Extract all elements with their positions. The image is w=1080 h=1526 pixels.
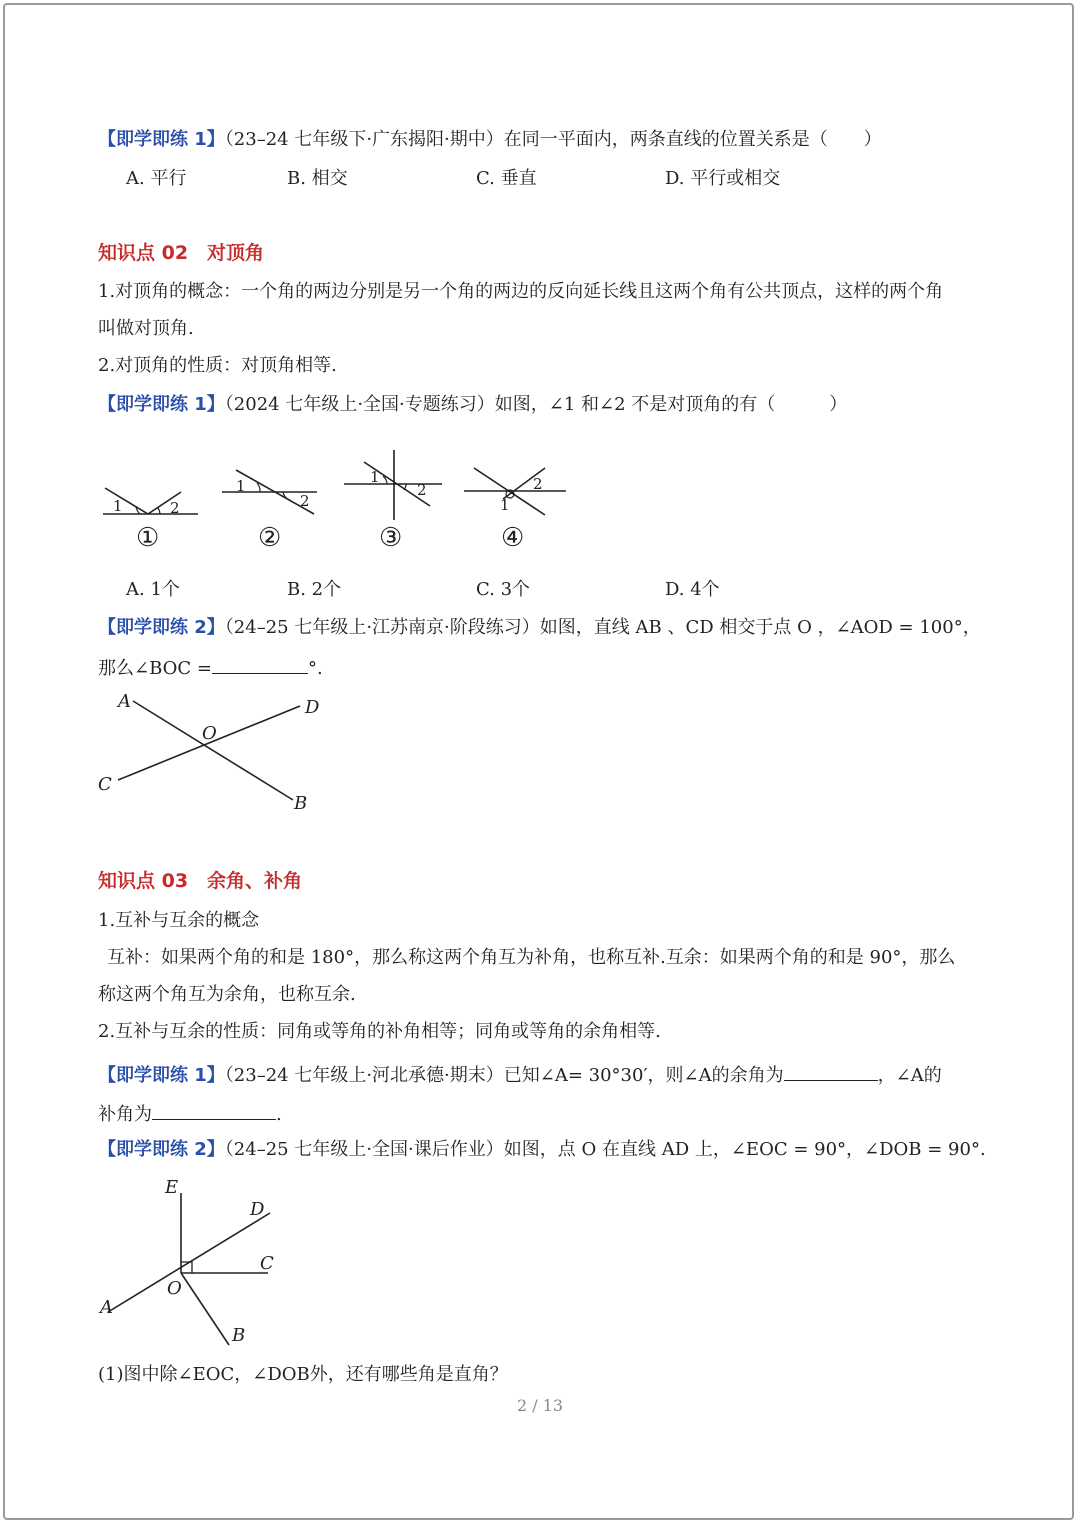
fig3-label-2: 2 bbox=[417, 481, 427, 499]
body-text: 称这两个角互为余角，也称互余. bbox=[98, 984, 356, 1005]
fig2-caption: ② bbox=[258, 523, 282, 553]
fig3-label-1: 1 bbox=[370, 468, 380, 486]
fig3-caption: ③ bbox=[379, 523, 403, 553]
option-a: A. 平行 bbox=[126, 168, 187, 189]
option-d: D. 平行或相交 bbox=[665, 168, 781, 189]
option-b: B. 2个 bbox=[287, 579, 342, 600]
fig1-label-1: 1 bbox=[113, 497, 123, 515]
fig2-label-1: 1 bbox=[236, 477, 246, 495]
point-e: E bbox=[165, 1177, 179, 1198]
page-number: 2 / 13 bbox=[516, 1396, 564, 1415]
section-title: 知识点 02 对顶角 bbox=[98, 242, 265, 264]
text-prefix: 那么∠BOC = bbox=[98, 658, 212, 679]
section-title: 知识点 03 余角、补角 bbox=[98, 870, 303, 892]
body-text: 2.互补与互余的性质：同角或等角的补角相等；同角或等角的余角相等. bbox=[98, 1021, 661, 1042]
sub-question: (1)图中除∠EOC，∠DOB外，还有哪些角是直角？ bbox=[98, 1364, 508, 1385]
fig4-label-1: 1 bbox=[500, 496, 510, 514]
body-text: 2.对顶角的性质：对顶角相等. bbox=[98, 355, 337, 376]
option-c: C. 垂直 bbox=[476, 168, 537, 189]
body-text: 1.对顶角的概念：一个角的两边分别是另一个角的两边的反向延长线且这两个角有公共顶点，这样的两个角 bbox=[98, 281, 944, 302]
exercise-tag: 【即学即练 1】 bbox=[98, 394, 225, 415]
exercise-tag: 【即学即练 2】 bbox=[98, 617, 225, 638]
option-c: C. 3个 bbox=[476, 579, 531, 600]
point-o: O bbox=[202, 723, 217, 744]
body-text: 叫做对顶角. bbox=[98, 318, 194, 339]
fig2-label-2: 2 bbox=[300, 492, 310, 510]
option-a: A. 1个 bbox=[126, 579, 180, 600]
body-text: 1.互补与互余的概念 bbox=[98, 910, 260, 931]
point-o: O bbox=[167, 1278, 182, 1299]
exercise-text: （2024 七年级上·全国·专题练习）如图，∠1 和∠2 不是对顶角的有（ ） bbox=[224, 394, 848, 415]
fig1-label-2: 2 bbox=[170, 499, 180, 517]
exercise-tag: 【即学即练 2】 bbox=[98, 1139, 225, 1160]
exercise-text: （23–24 七年级上·河北承德·期末）已知∠A= 30°30′，则∠A的余角为 bbox=[224, 1065, 784, 1086]
text-prefix: 补角为 bbox=[98, 1104, 152, 1125]
option-d: D. 4个 bbox=[665, 579, 720, 600]
exercise-text-b: ，∠A的 bbox=[877, 1065, 942, 1086]
point-c: C bbox=[98, 774, 112, 795]
point-d: D bbox=[250, 1199, 265, 1220]
point-b: B bbox=[232, 1325, 246, 1346]
body-text: 互补：如果两个角的和是 180°，那么称这两个角互为补角，也称互补.互余：如果两个角的和是 90°，那么 bbox=[107, 947, 956, 968]
fig1-caption: ① bbox=[136, 523, 160, 553]
point-a: A bbox=[118, 691, 131, 712]
point-c: C bbox=[260, 1253, 274, 1274]
ray-ob bbox=[181, 1273, 229, 1345]
exercise-text: （24–25 七年级上·全国·课后作业）如图，点 O 在直线 AD 上，∠EOC = 90°，∠DOB = 90°. bbox=[224, 1139, 986, 1160]
point-a: A bbox=[100, 1297, 113, 1318]
exercise-text: （23–24 七年级下·广东揭阳·期中）在同一平面内，两条直线的位置关系是（ ） bbox=[224, 129, 882, 150]
text-suffix: . bbox=[276, 1104, 282, 1125]
option-b: B. 相交 bbox=[287, 168, 348, 189]
exercise-tag: 【即学即练 1】 bbox=[98, 129, 225, 150]
fig4-label-2: 2 bbox=[533, 475, 543, 493]
exercise-tag: 【即学即练 1】 bbox=[98, 1065, 225, 1086]
text-suffix: °. bbox=[307, 658, 323, 679]
exercise-text: （24–25 七年级上·江苏南京·阶段练习）如图，直线 AB 、CD 相交于点 O ，∠AOD = 100°， bbox=[224, 617, 981, 638]
point-b: B bbox=[294, 793, 308, 814]
fig4-caption: ④ bbox=[501, 523, 525, 553]
point-d: D bbox=[305, 697, 320, 718]
